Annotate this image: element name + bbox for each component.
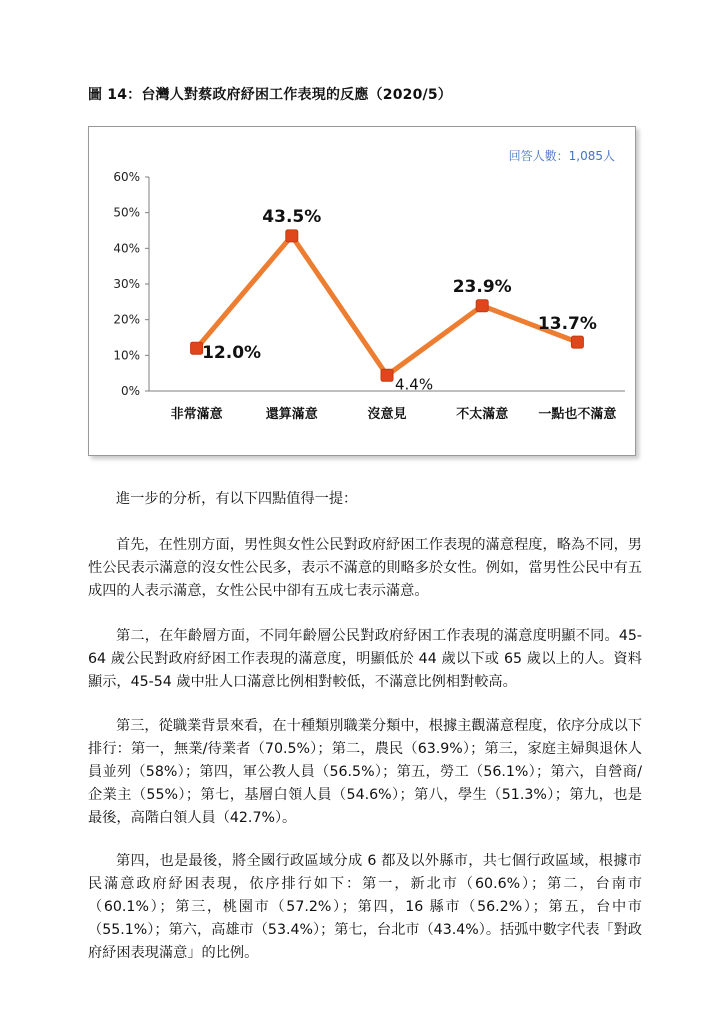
data-point-marker	[476, 300, 488, 312]
y-tick-label: 30%	[113, 277, 140, 291]
data-point-marker	[191, 342, 203, 354]
data-label: 43.5%	[262, 206, 322, 227]
satisfaction-line-chart	[89, 127, 635, 455]
x-category-label: 還算滿意	[265, 407, 318, 422]
data-point-marker	[571, 336, 583, 348]
y-tick-label: 50%	[113, 205, 140, 220]
paragraph-age: 第二，在年齡層方面，不同年齡層公民對政府紓困工作表現的滿意度明顯不同。45-64 歲公民對政府紓困工作表現的滿意度，明顯低於 44 歲以下或 65 歲以上的人。資料顯示，45-54 歲中壯人口滿意比例相對較低，不滿意比例相對較高。	[88, 628, 642, 690]
paragraph-gender: 首先，在性別方面，男性與女性公民對政府紓困工作表現的滿意程度，略為不同，男性公民表示滿意的沒女性公民多，表示不滿意的則略多於女性。例如，當男性公民中有五成四的人表示滿意，女性公民中卻有五成七表示滿意。	[88, 537, 642, 599]
y-tick-label: 60%	[113, 170, 140, 184]
data-point-marker	[286, 230, 298, 242]
sample-size-note: 回答人數：1,085人	[508, 149, 615, 163]
y-tick-label: 10%	[113, 348, 140, 363]
x-category-label: 一點也不滿意	[538, 407, 617, 422]
figure-title: 圖 14：台灣人對蔡政府紓困工作表現的反應（2020/5）	[88, 87, 452, 103]
paragraph-region: 第四，也是最後，將全國行政區域分成 6 都及以外縣市，共七個行政區域，根據市民滿意政府紓困表現，依序排行如下：第一，新北市（60.6%）；第二，台南市（60.1%）；第三，桃園市（57.2%）；第四，16 縣市（56.2%）；第五，台中市（55.1%）；第六，高雄市（53.4%）；第七，台北市（43.4%）。括弧中數字代表「對政府紓困表現滿意」的比例。	[88, 853, 642, 961]
paragraph-intro: 進一步的分析，有以下四點值得一提：	[116, 491, 358, 507]
x-category-label: 沒意見	[367, 407, 407, 422]
data-point-marker	[381, 369, 393, 381]
y-tick-label: 40%	[113, 241, 140, 256]
chart-frame	[88, 126, 636, 456]
y-tick-label: 20%	[113, 312, 140, 327]
x-category-label: 不太滿意	[456, 407, 509, 422]
data-label: 4.4%	[395, 375, 434, 394]
data-label: 12.0%	[202, 343, 262, 364]
data-label: 23.9%	[452, 276, 512, 297]
data-label: 13.7%	[537, 314, 597, 335]
y-tick-label: 0%	[120, 384, 140, 398]
x-category-label: 非常滿意	[170, 407, 223, 422]
paragraph-occupation: 第三，從職業背景來看，在十種類別職業分類中，根據主觀滿意程度，依序分成以下排行：第一，無業/待業者（70.5%）；第二，農民（63.9%）；第三，家庭主婦與退休人員並列（58%）；第四，軍公教人員（56.5%）；第五，勞工（56.1%）；第六，自營商/企業主（55%）；第七，基層白領人員（54.6%）；第八，學生（51.3%）；第九，也是最後，高階白領人員（42.7%）。	[88, 718, 642, 826]
